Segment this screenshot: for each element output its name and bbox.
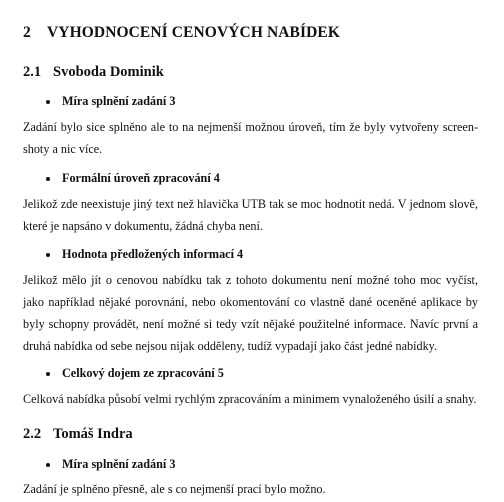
text-line: Zadání bylo sice splněno ale to na nejmenší možnou úroveň, tím že byly vytvořeny screen- <box>23 120 478 134</box>
bullet-icon <box>46 177 50 181</box>
section-title: Svoboda Dominik <box>53 64 164 80</box>
criterion-text <box>23 116 478 160</box>
criterion-text <box>23 478 478 500</box>
bullet-icon <box>46 463 50 467</box>
bullet-icon <box>46 372 50 376</box>
text-line: shoty a nic více. <box>23 142 103 156</box>
section-heading-2-1 <box>23 64 164 81</box>
text-line: byly schopny provádět, není možné si tedy vzít nějaké použitelné informace. Navíc první a <box>23 317 478 331</box>
criterion-text <box>23 269 478 357</box>
chapter-number: 2 <box>23 24 31 41</box>
criterion-label: Míra splnění zadání 3 <box>62 457 176 471</box>
bullet-icon <box>46 253 50 257</box>
criterion-text <box>23 193 478 237</box>
text-line: Jelikož mělo jít o cenovou nabídku tak z tohoto dokumentu není možné toho moc vyčíst, <box>23 273 478 287</box>
text-line: které je napsáno v dokumentu, žádná chyba není. <box>23 219 263 233</box>
criterion-label: Celkový dojem ze zpracování 5 <box>62 366 224 380</box>
text-line: Celková nabídka působí velmi rychlým zpracováním a minimem vynaloženého úsilí a snahy. <box>23 392 477 406</box>
criterion-text <box>23 388 478 410</box>
bullet-icon <box>46 100 50 104</box>
section-title: Tomáš Indra <box>53 426 133 442</box>
text-line: Zadání je splněno přesně, ale s co nejmenší prací bylo možno. <box>23 482 326 496</box>
text-line: druhá nabídka od sebe nejsou nijak odděleny, tudíž vypadají jako část jedné nabídky. <box>23 339 438 353</box>
chapter-title: VYHODNOCENÍ CENOVÝCH NABÍDEK <box>47 24 341 41</box>
criterion-label: Hodnota předložených informací 4 <box>62 247 244 261</box>
criterion-label: Formální úroveň zpracování 4 <box>62 171 220 185</box>
text-line: Jelikož zde neexistuje jiný text než hlavička UTB tak se moc hodnotit nedá. V jednom slově, <box>23 197 478 211</box>
section-number: 2.1 <box>23 64 42 80</box>
criterion-label: Míra splnění zadání 3 <box>62 94 176 108</box>
section-heading-2-2 <box>23 426 133 443</box>
text-line: jako například nějaké porovnání, nebo okomentování co vlastně dané oceněné aplikace by <box>23 295 478 309</box>
section-number: 2.2 <box>23 426 42 442</box>
chapter-heading <box>23 24 340 42</box>
